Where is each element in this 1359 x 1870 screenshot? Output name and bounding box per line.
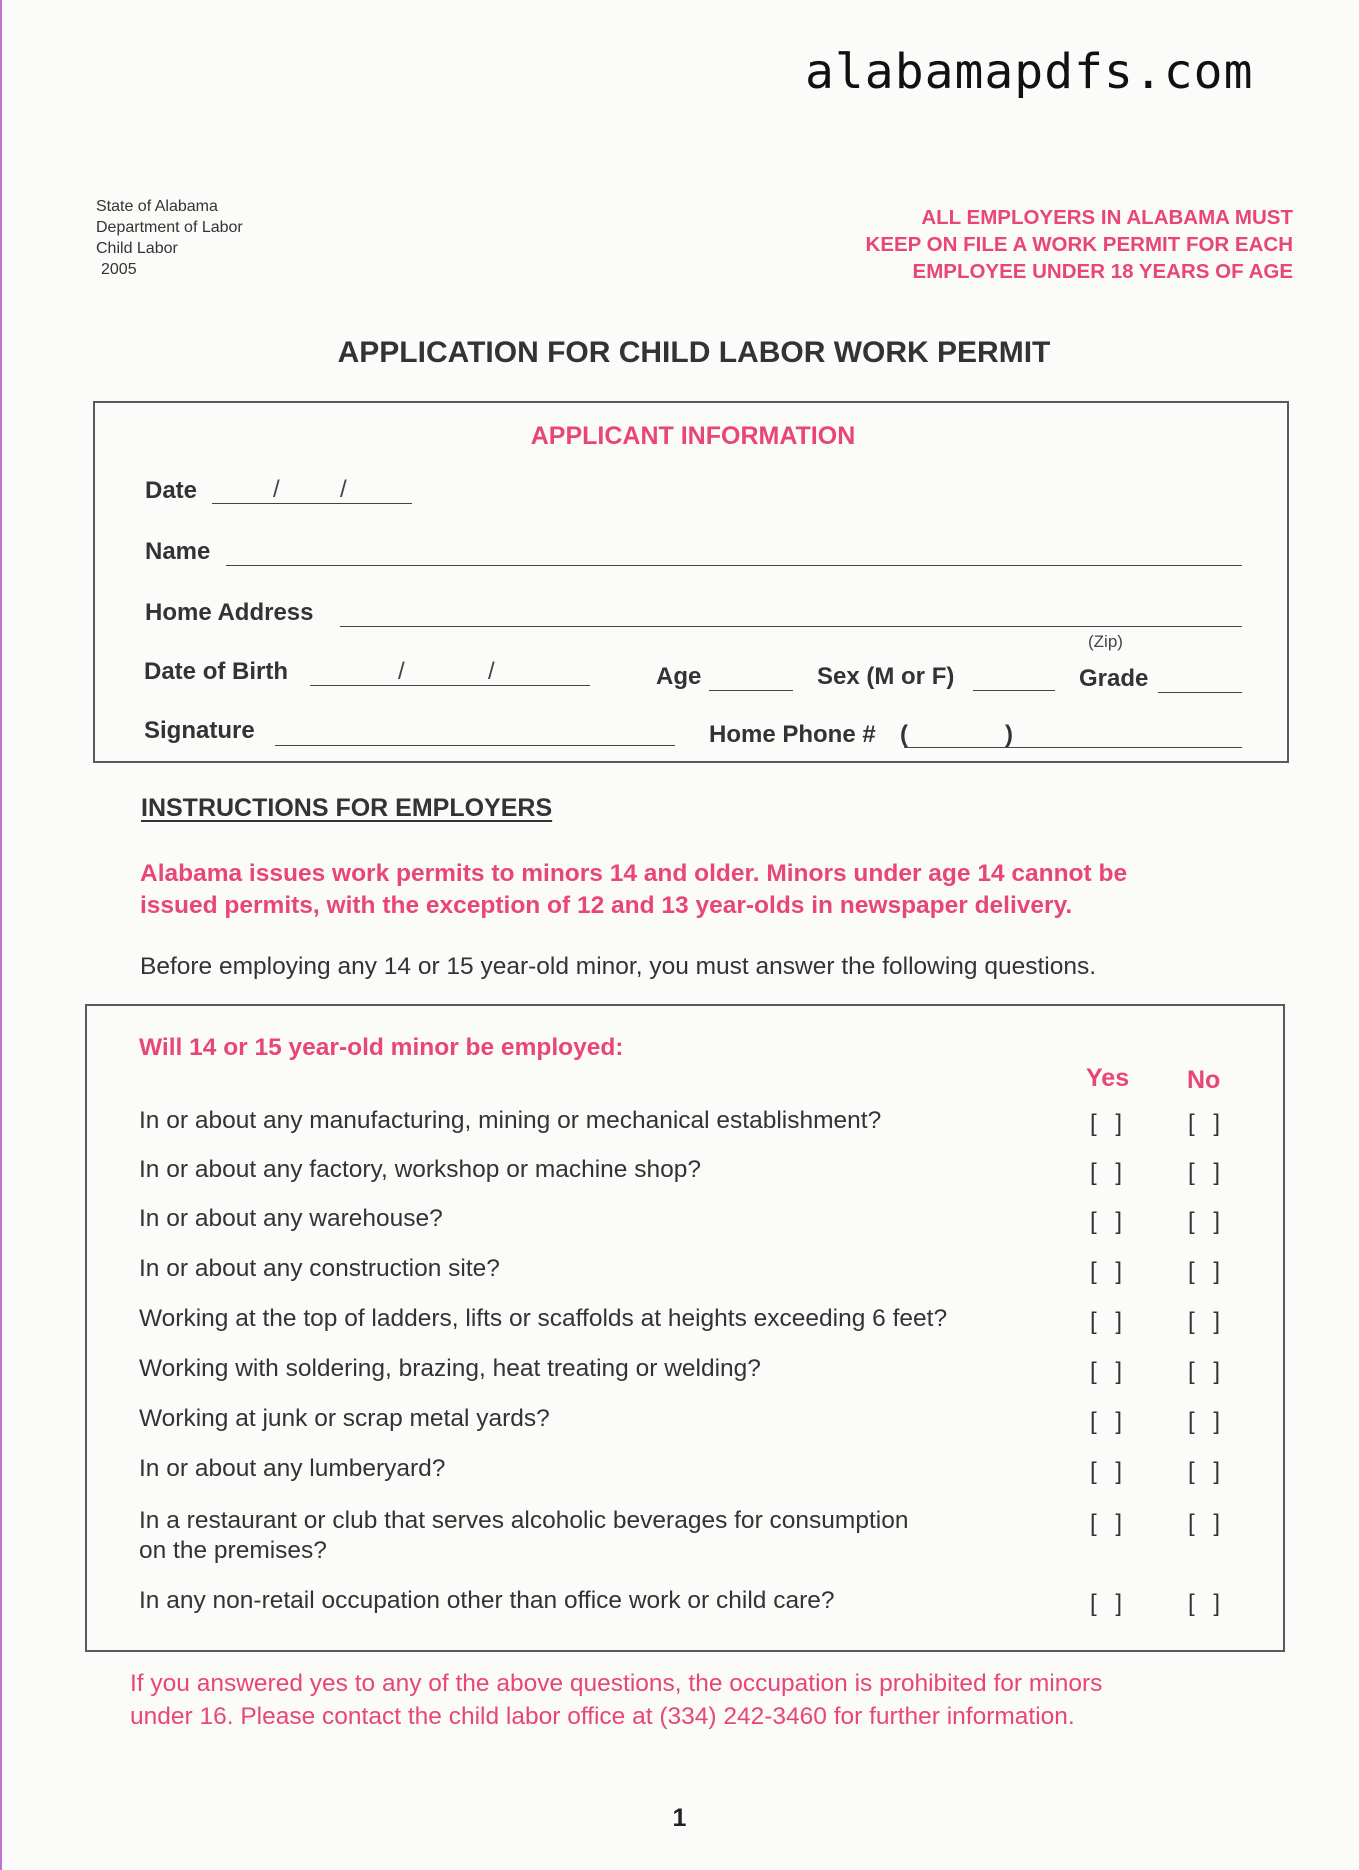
signature-label: Signature bbox=[144, 717, 255, 744]
yes-checkbox[interactable]: [ ] bbox=[1090, 1208, 1129, 1235]
no-checkbox[interactable]: [ ] bbox=[1188, 1208, 1227, 1235]
question-text: In or about any lumberyard? bbox=[139, 1455, 446, 1482]
dob-label: Date of Birth bbox=[144, 658, 288, 685]
no-checkbox[interactable]: [ ] bbox=[1188, 1590, 1227, 1617]
no-checkbox[interactable]: [ ] bbox=[1188, 1308, 1227, 1335]
warning-line: issued permits, with the exception of 12 and 13 year-olds in newspaper delivery. bbox=[140, 892, 1073, 919]
zip-hint: (Zip) bbox=[1088, 632, 1123, 651]
page-edge bbox=[0, 0, 2, 1870]
instructions-intro: Before employing any 14 or 15 year-old minor, you must answer the following questions. bbox=[140, 953, 1097, 980]
notice-line: KEEP ON FILE A WORK PERMIT FOR EACH bbox=[865, 233, 1293, 256]
page-title: APPLICATION FOR CHILD LABOR WORK PERMIT bbox=[337, 336, 1051, 369]
agency-state: State of Alabama bbox=[96, 198, 218, 215]
yes-checkbox[interactable]: [ ] bbox=[1090, 1159, 1129, 1186]
age-warning bbox=[140, 858, 1240, 922]
question-text: In or about any factory, workshop or machine shop? bbox=[139, 1156, 701, 1183]
no-checkbox[interactable]: [ ] bbox=[1188, 1159, 1227, 1186]
agency-year: 2005 bbox=[101, 261, 137, 278]
questionnaire-heading: Will 14 or 15 year-old minor be employed: bbox=[139, 1034, 624, 1061]
phone-paren-close: ) bbox=[1005, 721, 1013, 748]
question-text: In or about any manufacturing, mining or mechanical establishment? bbox=[139, 1107, 882, 1134]
page-number: 1 bbox=[672, 1804, 687, 1832]
instructions-heading: INSTRUCTIONS FOR EMPLOYERS bbox=[141, 794, 553, 822]
dob-separator: / bbox=[398, 658, 405, 685]
footnote-line: If you answered yes to any of the above questions, the occupation is prohibited for minors bbox=[130, 1670, 1103, 1697]
question-text: In or about any construction site? bbox=[139, 1255, 500, 1282]
employer-notice bbox=[693, 204, 1293, 285]
home-address-label: Home Address bbox=[145, 599, 314, 626]
home-address-field[interactable] bbox=[340, 602, 1242, 627]
date-separator: / bbox=[273, 476, 280, 503]
agency-block bbox=[96, 196, 243, 280]
date-field[interactable] bbox=[212, 479, 412, 504]
age-field[interactable] bbox=[709, 666, 793, 691]
footnote-line: under 16. Please contact the child labor office at (334) 242-3460 for further information. bbox=[130, 1703, 1075, 1730]
home-phone-label: Home Phone # bbox=[709, 721, 876, 748]
warning-line: Alabama issues work permits to minors 14 and older. Minors under age 14 cannot be bbox=[140, 860, 1128, 887]
yes-checkbox[interactable]: [ ] bbox=[1090, 1590, 1129, 1617]
no-checkbox[interactable]: [ ] bbox=[1188, 1110, 1227, 1137]
no-checkbox[interactable]: [ ] bbox=[1188, 1510, 1227, 1537]
name-field[interactable] bbox=[226, 541, 1242, 566]
yes-checkbox[interactable]: [ ] bbox=[1090, 1110, 1129, 1137]
yes-checkbox[interactable]: [ ] bbox=[1090, 1510, 1129, 1537]
no-checkbox[interactable]: [ ] bbox=[1188, 1358, 1227, 1385]
questionnaire-box bbox=[85, 1004, 1285, 1652]
prohibition-footnote bbox=[130, 1667, 1280, 1733]
no-checkbox[interactable]: [ ] bbox=[1188, 1458, 1227, 1485]
question-text: Working at junk or scrap metal yards? bbox=[139, 1405, 550, 1432]
sex-label: Sex (M or F) bbox=[817, 663, 955, 690]
question-text: Working with soldering, brazing, heat treating or welding? bbox=[139, 1355, 761, 1382]
watermark: alabamapdfs.com bbox=[805, 44, 1254, 100]
notice-line: ALL EMPLOYERS IN ALABAMA MUST bbox=[921, 206, 1293, 229]
yes-checkbox[interactable]: [ ] bbox=[1090, 1358, 1129, 1385]
applicant-heading: APPLICANT INFORMATION bbox=[530, 422, 856, 450]
age-label: Age bbox=[656, 663, 702, 690]
applicant-info-box bbox=[93, 401, 1289, 763]
date-label: Date bbox=[145, 477, 198, 504]
question-text: Working at the top of ladders, lifts or scaffolds at heights exceeding 6 feet? bbox=[139, 1305, 948, 1332]
grade-field[interactable] bbox=[1158, 668, 1242, 693]
dob-separator: / bbox=[488, 658, 495, 685]
question-text-continued: on the premises? bbox=[139, 1537, 327, 1564]
date-separator: / bbox=[340, 476, 347, 503]
agency-department: Department of Labor bbox=[96, 219, 243, 236]
yes-checkbox[interactable]: [ ] bbox=[1090, 1258, 1129, 1285]
no-checkbox[interactable]: [ ] bbox=[1188, 1258, 1227, 1285]
question-text: In any non-retail occupation other than office work or child care? bbox=[139, 1587, 835, 1614]
sex-field[interactable] bbox=[973, 666, 1055, 691]
home-phone-field[interactable] bbox=[904, 723, 1242, 748]
no-checkbox[interactable]: [ ] bbox=[1188, 1408, 1227, 1435]
notice-line: EMPLOYEE UNDER 18 YEARS OF AGE bbox=[912, 260, 1293, 283]
name-label: Name bbox=[145, 538, 211, 565]
question-text: In or about any warehouse? bbox=[139, 1205, 443, 1232]
dob-field[interactable] bbox=[310, 661, 590, 686]
agency-division: Child Labor bbox=[96, 240, 178, 257]
yes-checkbox[interactable]: [ ] bbox=[1090, 1308, 1129, 1335]
no-column-header: No bbox=[1187, 1066, 1221, 1094]
yes-checkbox[interactable]: [ ] bbox=[1090, 1458, 1129, 1485]
signature-field[interactable] bbox=[275, 721, 675, 746]
question-text: In a restaurant or club that serves alcoholic beverages for consumption bbox=[139, 1507, 909, 1534]
grade-label: Grade bbox=[1079, 665, 1149, 692]
yes-column-header: Yes bbox=[1086, 1064, 1130, 1092]
phone-paren-open: ( bbox=[900, 721, 908, 748]
yes-checkbox[interactable]: [ ] bbox=[1090, 1408, 1129, 1435]
